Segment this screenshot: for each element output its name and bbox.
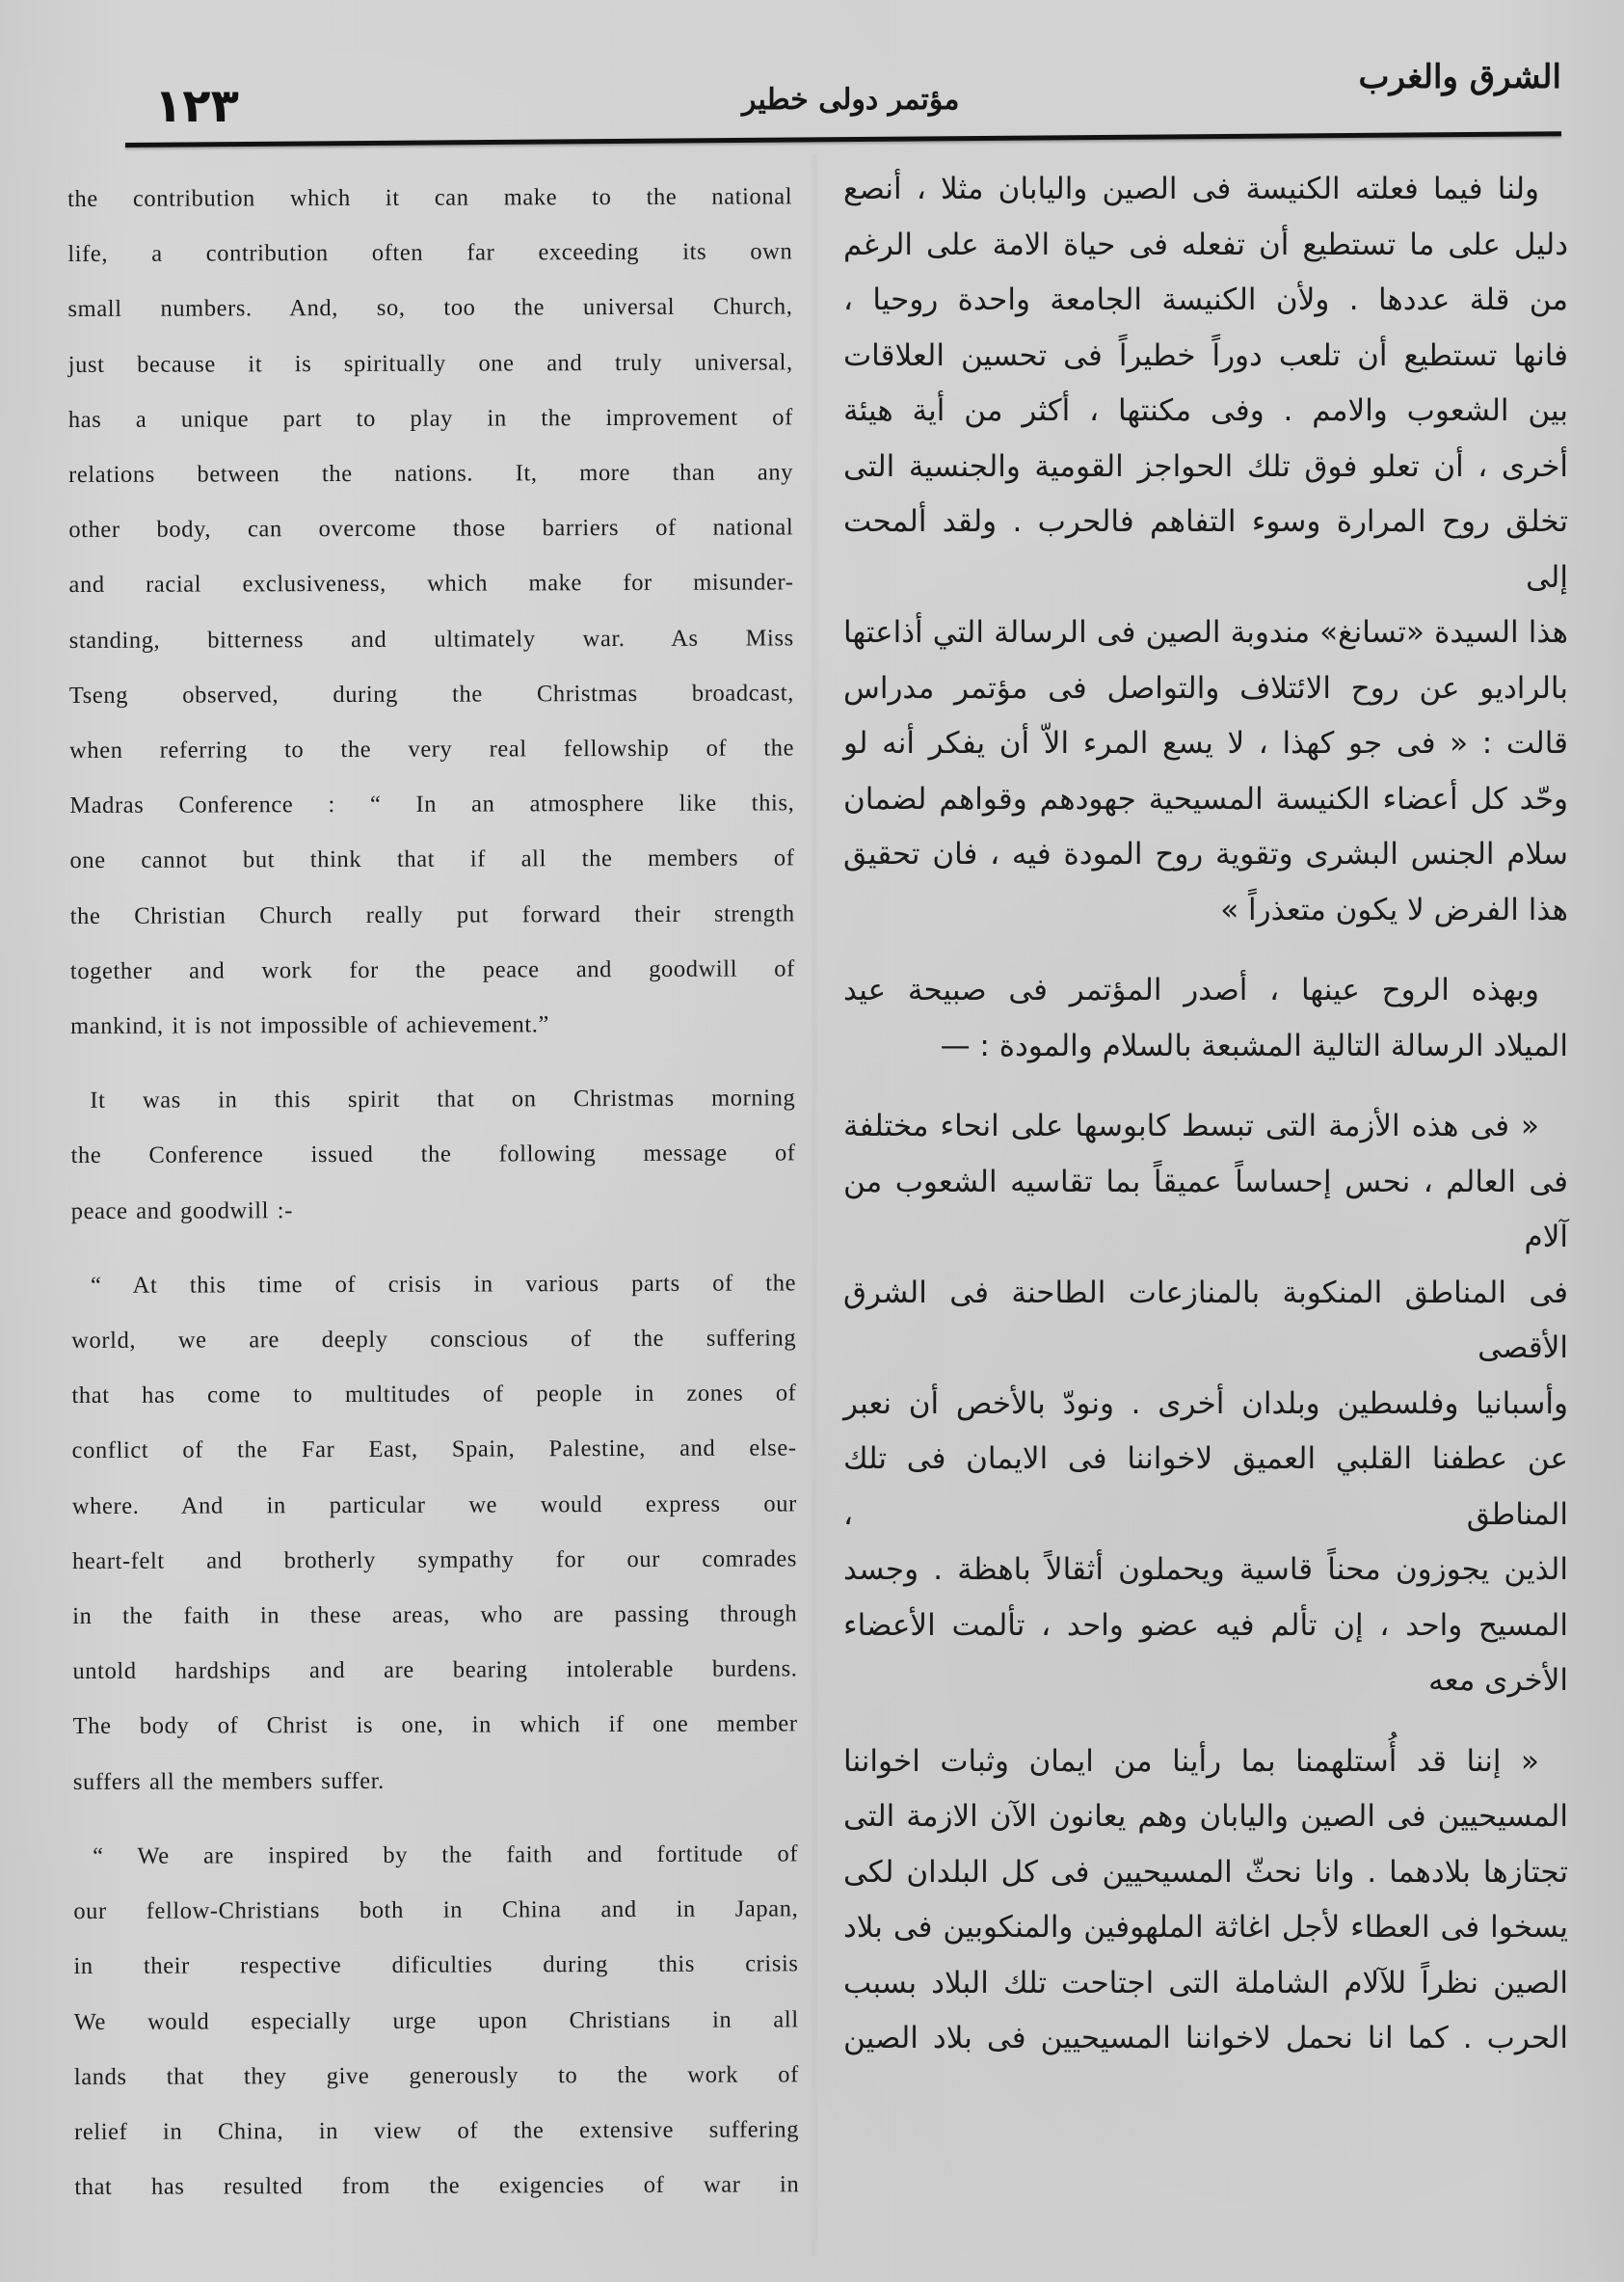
paragraph-gap [70,1052,795,1074]
text-line: relief in China, in view of the extensive suffering [74,2116,800,2145]
text-line: وبهذه الروح عينها ، أصدر المؤتمر فى صبيحة عيد [843,973,1539,1007]
text-line: world, we are deeply conscious of the suffering [71,1325,797,1355]
english-paragraph [70,1071,796,1239]
text-line: المسيحيين فى الصين واليابان وهم يعانون الآن الازمة التى [843,1799,1568,1834]
text-line: فى المناطق المنكوبة بالمنازعات الطاحنة فى الشرق الأقصى [843,1275,1568,1365]
text-line: المسيح واحد ، إن تألم فيه عضو واحد ، تألمت الأعضاء [843,1607,1568,1643]
text-line: the Conference issued the following message of [70,1140,796,1169]
text-line: بالراديو عن روح الائتلاف والتواصل فى مؤتمر مدراس [843,670,1568,706]
text-line: “ We are inspired by the faith and fortitude of [93,1840,799,1869]
text-line: untold hardships and are bearing intolerable burdens. [72,1655,798,1685]
text-line: ولنا فيما فعلته الكنيسة فى الصين واليابان مثلا ، أنصع [843,172,1539,206]
text-line: الميلاد الرسالة التالية المشبعة بالسلام والمودة : — [940,1028,1568,1063]
text-line: فانها تستطيع أن تلعب دوراً خطيراً فى تحسين العلاقات [843,337,1568,373]
text-line: يسخوا فى العطاء لأجل اغاثة الملهوفين والمنكوبين فى بلاد [843,1910,1568,1945]
text-line: that has resulted from the exigencies of war in [74,2171,800,2201]
text-line: the Christian Church really put forward their strength [69,900,795,929]
text-line: وحّد كل أعضاء الكنيسة المسيحية جهودهم وقواهم لضمان [843,781,1568,817]
column-gutter [810,154,819,2256]
text-line: mankind, it is not impossible of achievement.” [70,1011,549,1040]
english-paragraph [67,169,795,1054]
text-line: together and work for the peace and goodwill of [69,955,795,984]
text-line: أخرى ، أن تعلو فوق تلك الحواجز القومية والجنسية التى [843,448,1568,484]
arabic-paragraph [843,963,1568,1074]
arabic-paragraph [843,1734,1568,2067]
text-line: in the faith in these areas, who are passing through [72,1600,798,1630]
text-line: عن عطفنا القلبي العميق لاخواننا فى الايمان فى تلك المناطق ، [843,1441,1568,1532]
text-line: وأسبانيا وفلسطين وبلدان أخرى . ونودّ بالأخص أن نعبر [843,1385,1568,1421]
text-line: in their respective dificulties during this crisis [73,1950,799,1980]
text-line: conflict of the Far East, Spain, Palestine, and else- [71,1435,797,1464]
journal-name: الشرق والغرب [1358,58,1561,96]
text-line: when referring to the very real fellowship of the [69,735,795,765]
paragraph-gap [843,938,1568,963]
text-line: standing, bitterness and ultimately war. As Miss [68,624,794,654]
english-column [67,169,799,2215]
text-line: الصين نظراً للآلام الشاملة التى اجتاحت تلك البلاد بسبب [843,1965,1568,2000]
text-line: just because it is spiritually one and truly universal, [67,348,793,378]
text-line: has a unique part to play in the improvement of [67,404,793,433]
english-paragraph [73,1826,799,2215]
text-line: small numbers. And, so, too the universal Church, [67,293,793,323]
text-line: the contribution which it can make to the national [67,183,793,212]
text-line: relations between the nations. It, more than any [68,459,794,489]
text-line: lands that they give generously to the work of [73,2061,799,2090]
text-line: one cannot but think that if all the members of [69,845,795,874]
text-line: « فى هذه الأزمة التى تبسط كابوسها على انحاء مختلفة [843,1109,1539,1143]
article-title: مؤتمر دولى خطير [742,83,960,117]
paragraph-gap [71,1236,796,1258]
paragraph-gap [73,1807,798,1829]
text-line: We would especially urge upon Christians in all [73,2005,799,2035]
arabic-column [843,162,1568,2067]
text-line: and racial exclusiveness, which make for misunder- [68,569,794,599]
paragraph-gap [843,1074,1568,1099]
text-line: Madras Conference : “ In an atmosphere like this, [69,790,795,819]
text-line: our fellow-Christians both in China and in Japan, [73,1895,799,1925]
text-line: الحرب . كما انا نحمل لاخواننا المسيحيين فى بلاد الصين [843,2021,1568,2055]
running-head [125,58,1561,145]
text-line: peace and goodwill :- [70,1196,293,1224]
text-line: الذين يجوزون محناً قاسية ويحملون أثقالاً باهظة . وجسد [843,1552,1568,1587]
paragraph-gap [843,1709,1568,1734]
text-line: فى العالم ، نحس إحساساً عميقاً بما تقاسيه الشعوب من آلام [843,1164,1568,1254]
text-line: هذا السيدة «تسانغ» مندوبة الصين فى الرسالة التي أذاعتها [843,615,1568,650]
text-line: الأخرى معه [1428,1663,1568,1698]
text-line: heart-felt and brotherly sympathy for our comrades [71,1545,798,1574]
text-line: that has come to multitudes of people in zones of [71,1380,797,1409]
text-line: تجتازها بلادهما . وانا نحثّ المسيحيين فى كل البلدان لكى [843,1854,1568,1890]
text-line: suffers all the members suffer. [72,1767,385,1795]
text-line: من قلة عددها . ولأن الكنيسة الجامعة واحدة روحيا ، [843,282,1568,317]
text-line: تخلق روح المرارة وسوء التفاهم فالحرب . ولقد ألمحت إلى [843,504,1568,595]
text-line: The body of Christ is one, in which if one member [72,1710,798,1740]
arabic-paragraph [843,162,1568,938]
text-line: قالت : « فى جو كهذا ، لا يسع المرء الاّ أن يفكر أنه لو [843,726,1568,761]
text-line: life, a contribution often far exceeding its own [67,238,793,268]
english-paragraph [71,1255,798,1810]
page-number: ١٢٣ [154,79,239,133]
arabic-paragraph [843,1099,1568,1709]
text-line: other body, can overcome those barriers of national [68,514,794,544]
text-line: Tseng observed, during the Christmas broadcast, [68,680,794,709]
text-line: دليل على ما تستطيع أن تفعله فى حياة الامة على الرغم [843,227,1568,262]
text-line: بين الشعوب والامم . وفى مكنتها ، أكثر من أية هيئة [843,393,1568,428]
text-line: « إننا قد أُستلهمنا بما رأينا من ايمان وثبات اخواننا [843,1743,1539,1779]
text-line: سلام الجنس البشرى وتقوية روح المودة فيه ، فان تحقيق [843,837,1568,872]
text-line: “ At this time of crisis in various parts of the [90,1270,797,1299]
text-line: It was in this spirit that on Christmas morning [90,1085,796,1114]
text-line: هذا الفرض لا يكون متعذراً » [1220,892,1568,927]
text-line: where. And in particular we would express our [71,1490,797,1519]
